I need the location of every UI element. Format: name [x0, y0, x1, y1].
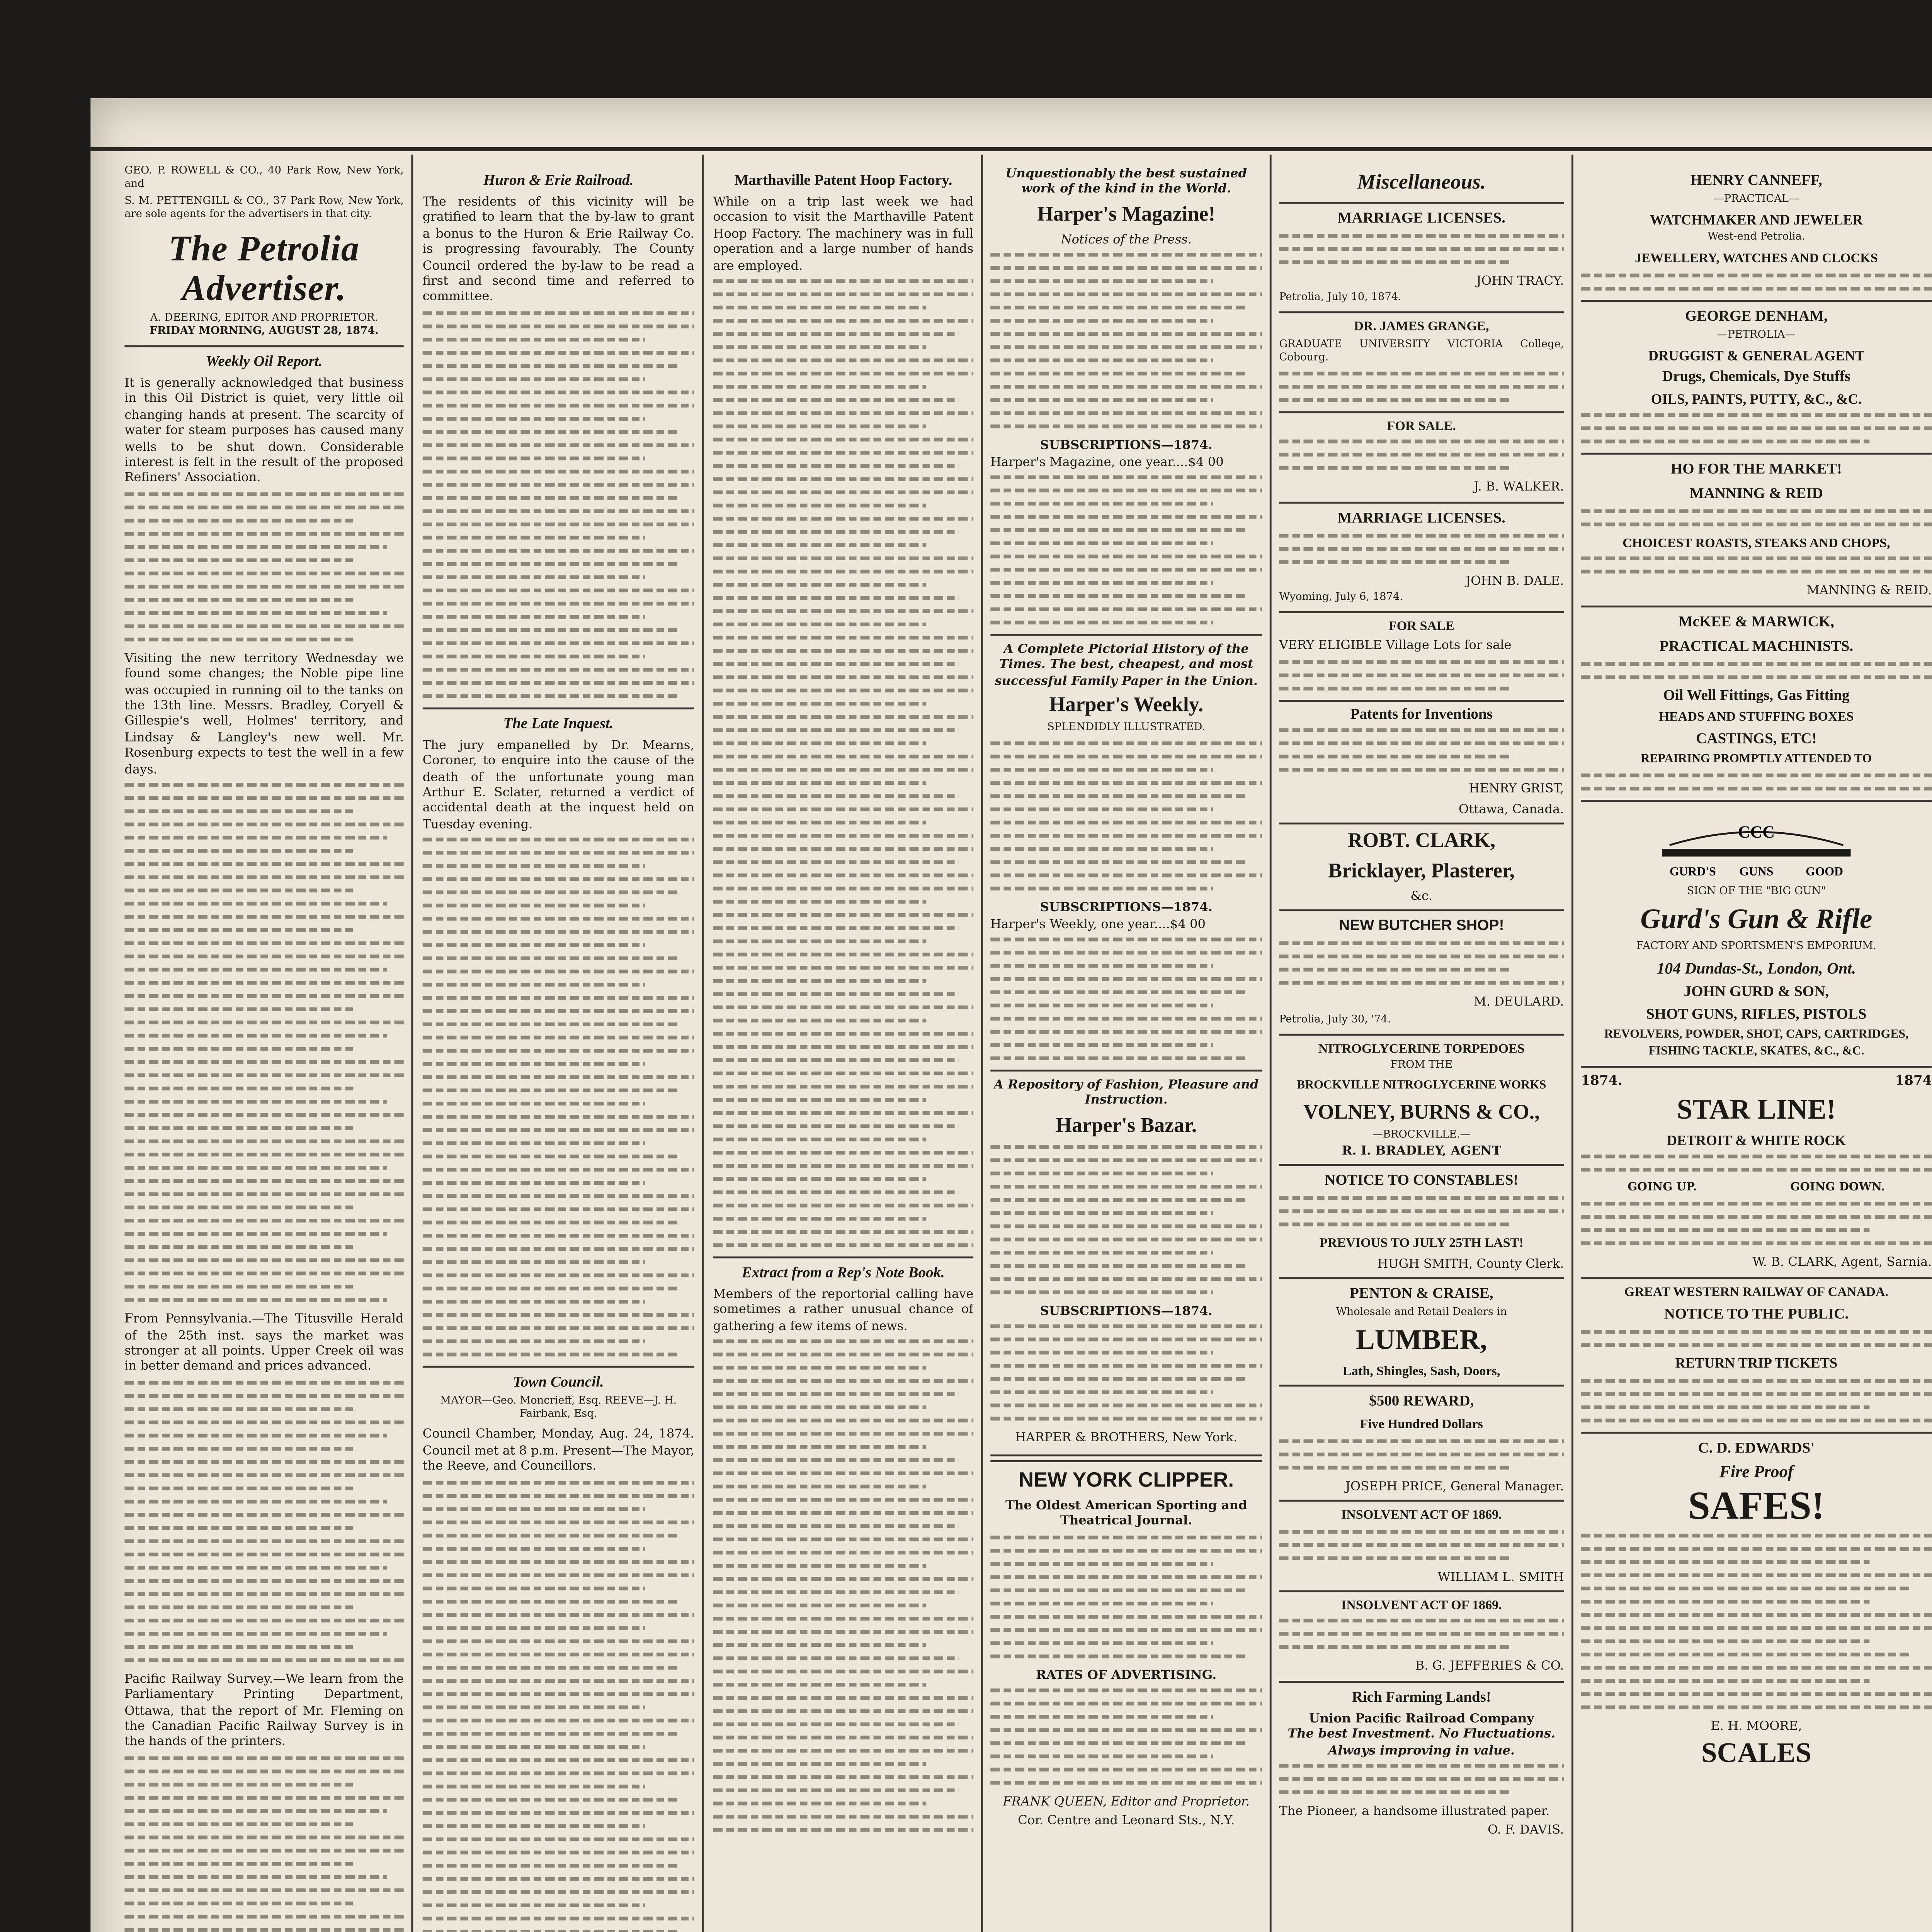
constables-line: PREVIOUS TO JULY 25TH LAST! — [1319, 1236, 1524, 1251]
reward-line: Five Hundred Dollars — [1360, 1417, 1483, 1433]
mckee-title: PRACTICAL MACHINISTS. — [1659, 637, 1854, 655]
star-by: W. B. CLARK, Agent, Sarnia. — [1752, 1255, 1932, 1270]
gurd-gun-logo-icon — [1643, 808, 1869, 884]
press-notices: Notices of the Press. — [1061, 231, 1192, 247]
masthead: The Petrolia Advertiser. — [168, 230, 360, 310]
star-year-left: 1874. — [1581, 1071, 1622, 1089]
farming-line: Union Pacific Railroad Company — [1309, 1711, 1534, 1726]
farming-tag: The best Investment. No Fluctuations. Always improving in value. — [1287, 1726, 1556, 1758]
clark-name: ROBT. CLARK, — [1347, 830, 1496, 853]
subs-heading: SUBSCRIPTIONS—1874. — [1040, 900, 1213, 916]
inquest-para: The jury empanelled by Dr. Mearns, Coroner, to enquire into the cause of the death of the unfortunate young man Arthur E. Sclater, returned a verdict of accidental death at the inquest held on Tuesday evening. — [422, 737, 694, 832]
harpers-weekly-title: Harper's Weekly. — [1049, 694, 1204, 718]
reward-title: $500 REWARD, — [1369, 1393, 1474, 1410]
insolvent-title: INSOLVENT ACT OF 1869. — [1341, 1507, 1502, 1523]
clipper-rates: RATES OF ADVERTISING. — [1036, 1667, 1217, 1682]
column-5 — [1279, 166, 1564, 1932]
denham-place: —PETROLIA— — [1717, 330, 1796, 341]
marriage-by: JOHN B. DALE. — [1466, 573, 1564, 588]
column-6 — [1581, 166, 1932, 1932]
canneff-line: West-end Petrolia. — [1708, 233, 1805, 244]
denham-name: GEORGE DENHAM, — [1685, 307, 1828, 324]
dateline: FRIDAY MORNING, AUGUST 28, 1874. — [150, 326, 379, 338]
reporter-para: Members of the reportorial calling have sometimes a rather unusual chance of gathering a few items of news. — [713, 1286, 974, 1334]
clark-extra: &c. — [1410, 888, 1433, 904]
reporter-heading: Extract from a Rep's Note Book. — [742, 1264, 945, 1281]
oil-report-para: Visiting the new territory Wednesday we found some changes; the Noble pipe line was occupied in running oil to the tanks on the 13th line. Messrs. Bradley, Coryell & Gillespie's well, Holmes' territory, and Lindsay & Langley's new well. Mr. Rosenburg expects to test the well in a few days. — [124, 650, 404, 777]
safes-title: SAFES! — [1688, 1483, 1825, 1528]
magazine-kicker: Unquestionably the best sustained work of the kind in the World. — [1005, 166, 1247, 197]
insolvent-title: INSOLVENT ACT OF 1869. — [1341, 1598, 1502, 1613]
for-sale-title: FOR SALE. — [1387, 418, 1456, 434]
gurd-left-word: GURD'S — [1669, 865, 1716, 879]
column-rule — [1270, 155, 1272, 1932]
subs-heading: SUBSCRIPTIONS—1874. — [1040, 1303, 1213, 1319]
mckee-goods3: CASTINGS, ETC! — [1696, 729, 1817, 747]
top-rule — [90, 147, 1932, 151]
column-1 — [124, 166, 404, 1932]
for-sale-title: FOR SALE — [1388, 619, 1454, 634]
gurd-line: FACTORY AND SPORTSMEN'S EMPORIUM. — [1636, 942, 1877, 954]
torpedoes-agent: R. I. BRADLEY, AGENT — [1342, 1143, 1501, 1158]
farming-title: Rich Farming Lands! — [1352, 1688, 1491, 1705]
newspaper-page — [90, 98, 1932, 1932]
column-2 — [423, 166, 694, 1932]
council-heading: Town Council. — [513, 1374, 604, 1391]
huron-heading: Huron & Erie Railroad. — [483, 172, 634, 189]
mckee-firm: McKEE & MARWICK, — [1678, 612, 1835, 630]
subs-terms: Harper's Magazine, one year....$4 00 — [990, 454, 1224, 469]
hoop-para: While on a trip last week we had occasion to visit the Marthaville Patent Hoop Factory. The machinery was in full operation and a large number of hands are employed. — [713, 194, 974, 273]
lumber-title: LUMBER, — [1355, 1326, 1487, 1356]
penton-goods: Lath, Shingles, Sash, Doors, — [1343, 1364, 1500, 1379]
clipper-address: Cor. Centre and Leonard Sts., N.Y. — [1018, 1813, 1235, 1829]
patents-place: Ottawa, Canada. — [1458, 801, 1564, 816]
torpedoes-place: —BROCKVILLE.— — [1372, 1129, 1471, 1141]
patents-title: Patents for Inventions — [1350, 705, 1493, 723]
clipper-tag: The Oldest American Sporting and Theatrical Journal. — [1005, 1497, 1247, 1529]
scales-by: E. H. MOORE, — [1711, 1718, 1802, 1734]
mckee-goods4: REPAIRING PROMPTLY ATTENDED TO — [1641, 753, 1872, 766]
gwr-title: GREAT WESTERN RAILWAY OF CANADA. — [1624, 1284, 1889, 1299]
gwr-tickets: RETURN TRIP TICKETS — [1675, 1355, 1838, 1372]
mckee-goods2: HEADS AND STUFFING BOXES — [1659, 709, 1854, 725]
council-officers: MAYOR—Geo. Moncrieff, Esq. REEVE—J. H. Fairbank, Esq. — [440, 1396, 677, 1421]
market-firm: MANNING & REID — [1689, 485, 1823, 502]
pioneer-by: O. F. DAVIS. — [1488, 1823, 1564, 1838]
marriage-place: Petrolia, July 10, 1874. — [1279, 293, 1401, 305]
star-col-up: GOING UP. — [1628, 1180, 1697, 1194]
subs-terms: Harper's Weekly, one year....$4 00 — [990, 916, 1206, 932]
market-goods: CHOICEST ROASTS, STEAKS AND CHOPS, — [1622, 536, 1890, 551]
canneff-title: WATCHMAKER AND JEWELER — [1650, 211, 1863, 228]
torpedoes-from: FROM THE — [1390, 1061, 1453, 1072]
misc-heading: Miscellaneous. — [1357, 172, 1486, 194]
oil-report-heading: Weekly Oil Report. — [206, 352, 323, 370]
for-sale-line: VERY ELIGIBLE Village Lots for sale — [1279, 638, 1512, 654]
column-3 — [713, 166, 974, 1932]
canneff-goods: JEWELLERY, WATCHES AND CLOCKS — [1635, 252, 1878, 267]
gurd-title: Gurd's Gun & Rifle — [1640, 906, 1872, 937]
gurd-firm: JOHN GURD & SON, — [1684, 983, 1829, 1000]
mckee-goods: Oil Well Fittings, Gas Fitting — [1663, 686, 1850, 704]
scales-title: SCALES — [1701, 1740, 1811, 1770]
torpedoes-works: BROCKVILLE NITROGLYCERINE WORKS — [1297, 1080, 1546, 1093]
safes-line: Fire Proof — [1719, 1461, 1794, 1480]
constables-by: HUGH SMITH, County Clerk. — [1377, 1255, 1564, 1271]
marriage-place: Wyoming, July 6, 1874. — [1279, 592, 1403, 604]
reward-by: JOSEPH PRICE, General Manager. — [1345, 1478, 1564, 1494]
torpedoes-title: NITROGLYCERINE TORPEDOES — [1318, 1041, 1525, 1056]
star-route: DETROIT & WHITE ROCK — [1667, 1131, 1846, 1148]
canneff-name: HENRY CANNEFF, — [1690, 172, 1822, 189]
column-rule — [1571, 155, 1573, 1932]
clark-trade: Bricklayer, Plasterer, — [1328, 860, 1515, 883]
volney-firm: VOLNEY, BURNS & CO., — [1303, 1101, 1540, 1124]
safes-name: C. D. EDWARDS' — [1698, 1438, 1815, 1456]
agents-note: S. M. PETTENGILL & CO., 37 Park Row, New York, are sole agents for the advertisers in that city. — [124, 196, 404, 221]
column-4 — [990, 166, 1262, 1932]
column-rule — [702, 155, 704, 1932]
hoop-heading: Marthaville Patent Hoop Factory. — [734, 172, 952, 189]
weekly-tag: SPLENDIDLY ILLUSTRATED. — [1047, 723, 1206, 735]
weekly-kicker: A Complete Pictorial History of the Times. The best, cheapest, and most successful Family Paper in the Union. — [995, 641, 1258, 689]
star-year-right: 1874 — [1895, 1071, 1932, 1089]
marriage-licenses-title: MARRIAGE LICENSES. — [1337, 209, 1505, 226]
clipper-editor: FRANK QUEEN, Editor and Proprietor. — [1003, 1794, 1250, 1809]
marriage-licenses-title: MARRIAGE LICENSES. — [1337, 509, 1505, 526]
oil-report-para: From Pennsylvania.—The Titusville Herald of the 25th inst. says the market was stronger at all points. Upper Creek oil was in better demand and prices advanced. — [124, 1311, 404, 1374]
insolvent-by: WILLIAM L. SMITH — [1437, 1568, 1564, 1584]
butcher-by: M. DEULARD. — [1473, 995, 1564, 1010]
oil-report-para: It is generally acknowledged that business in this Oil District is quiet, very little oil changing hands at present. The scarcity of water for steam purposes has caused many wells to be shut down. Considerable interest is felt in the result of the proposed Refiners' Association. — [124, 375, 404, 486]
huron-para: The residents of this vicinity will be gratified to learn that the by-law to grant a bonus to the Huron & Erie Railway Co. is progressing favourably. The County Council ordered the by-law to be read a first and second time and referred to committee. — [422, 194, 694, 305]
oil-report-para: Pacific Railway Survey.—We learn from the Parliamentary Printing Department, Ottawa, that the report of Mr. Fleming on the Canadian Pacific Railway Survey is in the hands of the printers. — [124, 1671, 404, 1750]
constables-title: NOTICE TO CONSTABLES! — [1325, 1172, 1519, 1189]
butcher-title: NEW BUTCHER SHOP! — [1339, 918, 1504, 935]
gurd-sign: SIGN OF THE "BIG GUN" — [1687, 887, 1826, 899]
clipper-title: NEW YORK CLIPPER. — [1019, 1469, 1234, 1492]
star-line-title: STAR LINE! — [1677, 1095, 1836, 1126]
bazar-address: HARPER & BROTHERS, New York. — [1015, 1430, 1238, 1446]
grange-line: GRADUATE UNIVERSITY VICTORIA College, Cobourg. — [1279, 339, 1564, 364]
council-para: Council Chamber, Monday, Aug. 24, 1874. Council met at 8 p.m. Present—The Mayor, the Reeve, and Councillors. — [422, 1427, 694, 1474]
canneff-trade: —PRACTICAL— — [1713, 194, 1799, 206]
market-by: MANNING & REID. — [1806, 583, 1932, 599]
gurd-goods2: REVOLVERS, POWDER, SHOT, CAPS, CARTRIDGES, FISHING TACKLE, SKATES, &C., &C. — [1604, 1029, 1909, 1058]
gurd-right-word: GOOD — [1806, 865, 1844, 879]
bazar-kicker: A Repository of Fashion, Pleasure and Instruction. — [994, 1077, 1259, 1109]
denham-goods: Drugs, Chemicals, Dye Stuffs — [1662, 368, 1851, 386]
grange-name: DR. JAMES GRANGE, — [1354, 320, 1489, 335]
market-title: HO FOR THE MARKET! — [1670, 460, 1842, 478]
marriage-by: JOHN TRACY. — [1476, 273, 1564, 289]
gurd-address: 104 Dundas-St., London, Ont. — [1656, 959, 1856, 978]
inquest-heading: The Late Inquest. — [503, 714, 614, 732]
penton-firm: PENTON & CRAISE, — [1350, 1284, 1493, 1302]
agents-note: GEO. P. ROWELL & CO., 40 Park Row, New York, and — [124, 166, 404, 191]
gurd-monogram: CCC — [1738, 823, 1775, 843]
harpers-bazar-title: Harper's Bazar. — [1056, 1114, 1197, 1138]
masthead-sub: A. DEERING, EDITOR AND PROPRIETOR. — [150, 313, 378, 325]
for-sale-by: J. B. WALKER. — [1474, 480, 1564, 495]
pioneer-line: The Pioneer, a handsome illustrated paper. — [1279, 1803, 1550, 1819]
insolvent-by: B. G. JEFFERIES & CO. — [1415, 1659, 1564, 1674]
column-rule — [981, 155, 983, 1932]
denham-title: DRUGGIST & GENERAL AGENT — [1648, 347, 1865, 364]
penton-line: Wholesale and Retail Dealers in — [1336, 1307, 1507, 1319]
column-rule — [411, 155, 413, 1932]
butcher-place: Petrolia, July 30, '74. — [1279, 1015, 1391, 1026]
patents-by: HENRY GRIST, — [1469, 781, 1564, 797]
star-col-down: GOING DOWN. — [1790, 1180, 1885, 1194]
denham-goods2: OILS, PAINTS, PUTTY, &C., &C. — [1651, 389, 1862, 407]
gurd-bottom-word: GUNS — [1739, 865, 1774, 879]
gurd-goods: SHOT GUNS, RIFLES, PISTOLS — [1646, 1005, 1867, 1022]
harpers-magazine-title: Harper's Magazine! — [1037, 203, 1216, 226]
gwr-notice: NOTICE TO THE PUBLIC. — [1664, 1306, 1849, 1323]
subs-heading: SUBSCRIPTIONS—1874. — [1040, 438, 1213, 453]
